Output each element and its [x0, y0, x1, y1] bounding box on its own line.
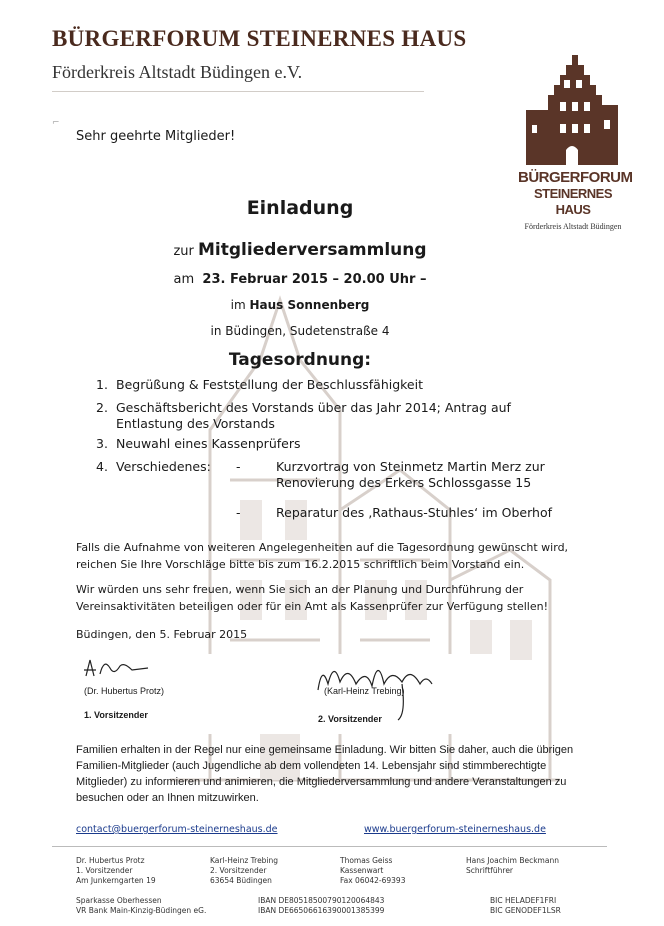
invitation-title: Einladung [246, 197, 354, 219]
event-name: Mitgliederversammlung [198, 240, 427, 260]
logo-building-icon [518, 40, 628, 165]
email-link[interactable]: contact@buergerforum-steinerneshaus.de [76, 824, 278, 835]
event-line [60, 240, 540, 260]
agenda-title: Tagesordnung: [228, 350, 372, 370]
signer1-name: (Dr. Hubertus Protz) [84, 686, 165, 696]
agenda-num: 3. [96, 436, 108, 451]
footer-secretary: Hans Joachim Beckmann Schriftführer [466, 856, 559, 875]
event-place: Haus Sonnenberg [249, 298, 370, 312]
footer-rule [52, 846, 607, 847]
place-date: Büdingen, den 5. Februar 2015 [76, 628, 248, 641]
im-label: im [230, 298, 246, 312]
footer-banks: Sparkasse Oberhessen VR Bank Main-Kinzig-Büdingen eG. [76, 896, 207, 915]
org-name: BÜRGERFORUM STEINERNES HAUS [52, 26, 467, 51]
am-label: am [173, 272, 195, 287]
website-link[interactable]: www.buergerforum-steinerneshaus.de [364, 824, 546, 835]
agenda-num: 1. [96, 377, 108, 392]
logo-line3: Förderkreis Altstadt Büdingen [524, 222, 622, 231]
logo-line1: BÜRGERFORUM [518, 169, 633, 186]
place-line [60, 298, 540, 312]
fold-mark: ⌐ [52, 118, 60, 128]
footer-chair1: Dr. Hubertus Protz 1. Vorsitzender Am Junkerngarten 19 [76, 856, 156, 885]
greeting: Sehr geehrte Mitglieder! [76, 129, 236, 144]
footer-chair2: Karl-Heinz Trebing 2. Vorsitzender 63654 Büdingen [210, 856, 279, 885]
agenda-subtext: Reparatur des ‚Rathaus-Stuhles‘ im Oberhof [276, 505, 553, 520]
agenda-text: Verschiedenes: [116, 459, 211, 474]
agenda-dash: - [236, 459, 241, 474]
header-rule [52, 91, 424, 92]
signer2-name: (Karl-Heinz Trebing) [324, 686, 405, 696]
paragraph-proposals: Falls die Aufnahme von weiteren Angelegenheiten auf die Tagesordnung gewünscht wird, reichen Sie Ihre Vorschläge bitte bis zum 16.2.2015 schriftlich beim Vorstand ein. [76, 541, 569, 571]
footer-bic: BIC HELADEF1FRI BIC GENODEF1LSR [490, 896, 561, 915]
event-date: 23. Februar 2015 – 20.00 Uhr – [202, 272, 427, 287]
signer1-role: 1. Vorsitzender [84, 710, 148, 720]
signer2-role: 2. Vorsitzender [318, 714, 382, 724]
agenda-text: Neuwahl eines Kassenprüfers [116, 436, 301, 451]
org-subtitle: Förderkreis Altstadt Büdingen e.V. [52, 62, 303, 82]
event-address: in Büdingen, Sudetenstraße 4 [210, 324, 390, 338]
agenda-text: Geschäftsbericht des Vorstands über das Jahr 2014; Antrag auf Entlastung des Vorstands [116, 400, 511, 431]
agenda-num: 2. [96, 400, 108, 415]
paragraph-participation: Wir würden uns sehr freuen, wenn Sie sich an der Planung und Durchführung der Vereinsaktivitäten beteiligen oder für ein Amt als Kassenprüfer zur Verfügung stellen! [76, 583, 548, 613]
footer-treasurer: Thomas Geiss Kassenwart Fax 06042-69393 [340, 856, 406, 885]
family-note: Familien erhalten in der Regel nur eine gemeinsame Einladung. Wir bitten Sie daher, auch die übrigen Familien-Mitglieder (auch Jugendliche ab dem vollendeten 14. Lebensjahr sind stimmberechtigte Mitglieder) zu informieren und animieren, die Mitgliederversammlung und andere Veranstaltungen zu besuchen oder an Ihnen mitzuwirken. [76, 744, 574, 804]
footer-iban: IBAN DE80518500790120064843 IBAN DE66506616390001385399 [258, 896, 385, 915]
agenda-subtext: Kurzvortrag von Steinmetz Martin Merz zur Renovierung des Erkers Schlossgasse 15 [276, 459, 545, 490]
zur-label: zur [173, 244, 194, 259]
date-line [60, 272, 540, 287]
agenda-text: Begrüßung & Feststellung der Beschlussfähigkeit [116, 377, 424, 392]
agenda-dash: - [236, 505, 241, 520]
logo-line2: STEINERNES HAUS [533, 186, 613, 217]
agenda-num: 4. [96, 459, 108, 474]
signature-block [76, 654, 502, 734]
